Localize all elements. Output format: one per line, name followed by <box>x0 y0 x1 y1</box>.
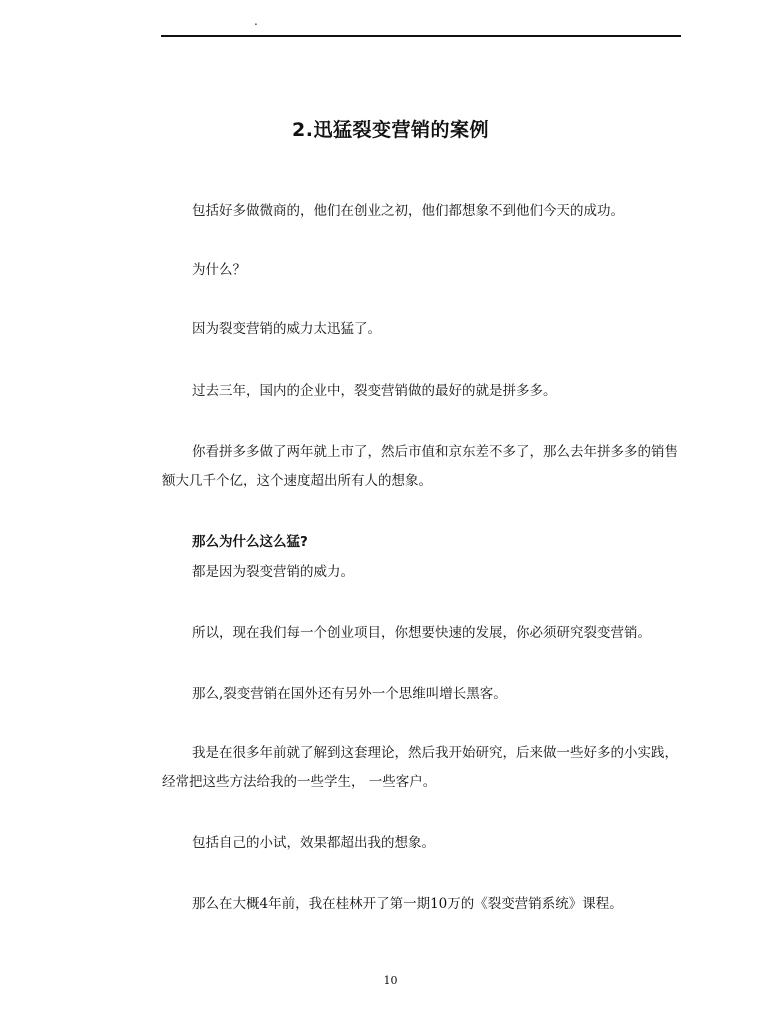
paragraph-12: 那么在大概4年前，我在桂林开了第一期10万的《裂变营销系统》课程。 <box>192 896 623 912</box>
paragraph-2-question: 为什么？ <box>192 262 246 278</box>
paragraph-9: 那么,裂变营销在国外还有另外一个思维叫增长黑客。 <box>192 686 507 702</box>
paragraph-3: 因为裂变营销的威力太迅猛了。 <box>192 321 381 337</box>
paragraph-8: 所以，现在我们每一个创业项目，你想要快速的发展，你必须研究裂变营销。 <box>192 625 651 641</box>
section-title: 2.迅猛裂变营销的案例 <box>292 119 489 141</box>
header-rule <box>161 35 681 37</box>
paragraph-4: 过去三年，国内的企业中，裂变营销做的最好的就是拼多多。 <box>192 383 557 399</box>
paragraph-7: 都是因为裂变营销的威力。 <box>192 564 354 580</box>
paragraph-6-bold-question: 那么为什么这么猛? <box>192 534 308 550</box>
page-number: 10 <box>383 974 398 987</box>
header-mark: . <box>254 14 258 28</box>
paragraph-11: 包括自己的小试，效果都超出我的想象。 <box>192 835 435 851</box>
paragraph-10: 我是在很多年前就了解到这套理论，然后我开始研究，后来做一些好多的小实践，经常把这些方法给我的一些学生， 一些客户。 <box>162 745 678 790</box>
paragraph-1: 包括好多做微商的，他们在创业之初，他们都想象不到他们今天的成功。 <box>192 203 624 219</box>
paragraph-5: 你看拼多多做了两年就上市了，然后市值和京东差不多了，那么去年拼多多的销售额大几千个亿，这个速度超出所有人的想象。 <box>162 444 678 489</box>
